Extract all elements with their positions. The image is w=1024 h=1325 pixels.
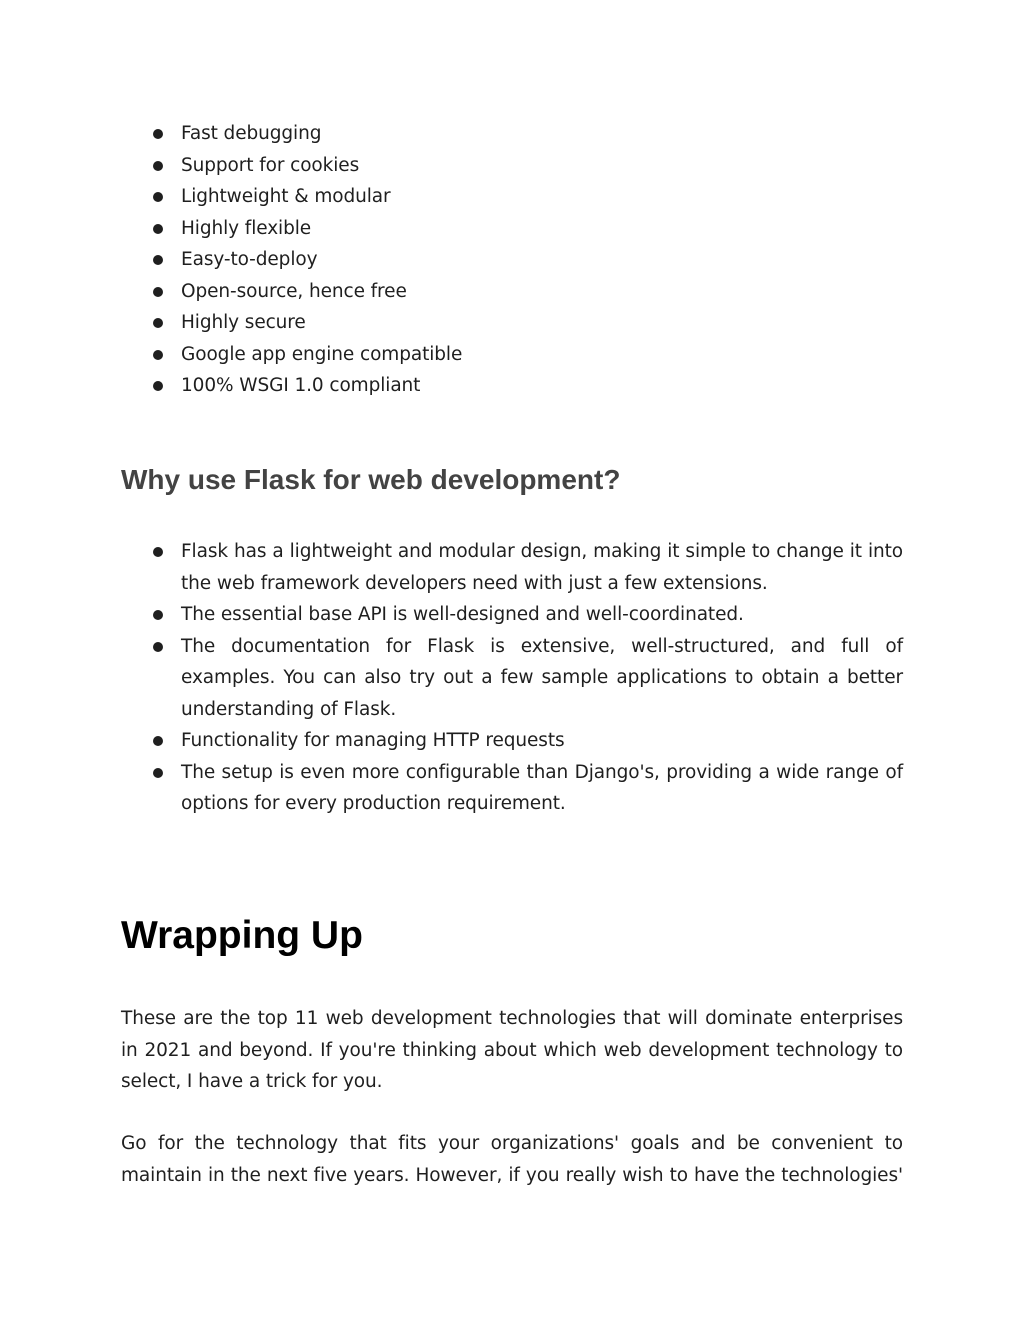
list-item-text: Highly secure — [181, 312, 306, 333]
list-item-text: Fast debugging — [181, 123, 322, 144]
list-item-text: Highly flexible — [181, 217, 312, 239]
list-item — [121, 599, 903, 631]
list-item-text: Google app engine compatible — [181, 343, 463, 365]
list-item — [121, 757, 903, 820]
list-item — [121, 307, 903, 339]
page-title: Wrapping Up — [121, 914, 363, 957]
bullet-icon — [153, 129, 163, 139]
list-item-text: Open-source, hence free — [181, 280, 407, 302]
list-item-text: The setup is even more configurable than Django's, providing a wide range of options for every production requirement. — [181, 761, 903, 814]
bullet-icon — [153, 642, 163, 652]
bullet-icon — [153, 736, 163, 746]
list-item — [121, 181, 903, 213]
list-item — [121, 276, 903, 308]
paragraph: Go for the technology that fits your organizations' goals and be convenient to maintain in the next five years. However, if you really wish to have the technologies' — [121, 1133, 903, 1186]
list-item — [121, 536, 903, 599]
list-item-text: Lightweight & modular — [181, 186, 391, 207]
list-item-text: The essential base API is well-designed and well-coordinated. — [181, 604, 744, 625]
list-item — [121, 631, 903, 726]
list-item — [121, 213, 903, 245]
list-item-text: Flask has a lightweight and modular design, making it simple to change it into the web framework developers need with just a few extensions. — [181, 541, 903, 594]
list-item-text: Support for cookies — [181, 154, 360, 176]
list-item-text: Easy-to-deploy — [181, 249, 318, 270]
paragraph: These are the top 11 web development technologies that will dominate enterprises in 2021 and beyond. If you're thinking about which web development technology to select, I have a trick for you. — [121, 1008, 903, 1092]
list-item — [121, 725, 903, 757]
list-item — [121, 118, 903, 150]
bullet-icon — [153, 350, 163, 360]
list-item — [121, 244, 903, 276]
list-item — [121, 150, 903, 182]
reasons-list — [121, 536, 903, 820]
bullet-icon — [153, 161, 163, 171]
bullet-icon — [153, 318, 163, 328]
bullet-icon — [153, 255, 163, 265]
bullet-icon — [153, 381, 163, 391]
list-item-text: The documentation for Flask is extensive, well-structured, and full of examples. You can also try out a few sample applications to obtain a better understanding of Flask. — [181, 635, 903, 720]
bullet-icon — [153, 192, 163, 202]
list-item — [121, 370, 903, 402]
bullet-icon — [153, 547, 163, 557]
list-item — [121, 339, 903, 371]
bullet-icon — [153, 287, 163, 297]
bullet-icon — [153, 610, 163, 620]
section-heading: Why use Flask for web development? — [121, 464, 621, 495]
bullet-icon — [153, 768, 163, 778]
bullet-icon — [153, 224, 163, 234]
list-item-text: 100% WSGI 1.0 compliant — [181, 375, 421, 396]
list-item-text: Functionality for managing HTTP requests — [181, 730, 565, 751]
features-list — [121, 118, 903, 402]
